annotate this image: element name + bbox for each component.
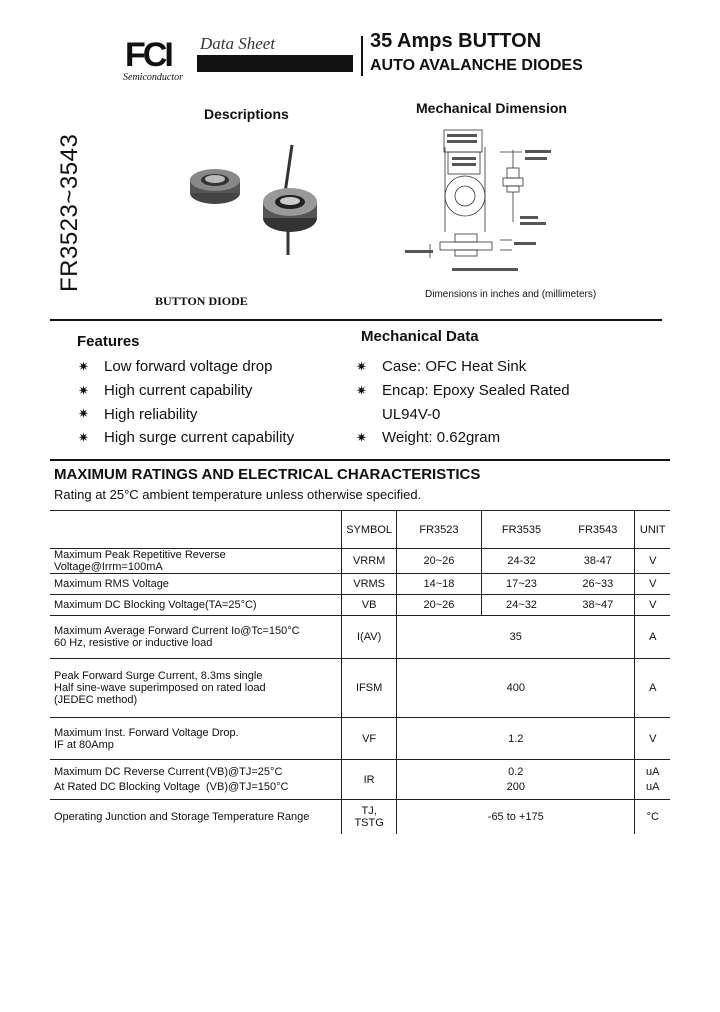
logo-text: FCI: [125, 36, 171, 74]
col-fr3535: FR3535: [481, 511, 561, 549]
section-divider: [50, 459, 670, 461]
bullet-star-icon: ✷: [356, 358, 367, 374]
header-divider: [361, 36, 363, 76]
descriptions-heading: Descriptions: [204, 106, 289, 122]
bullet-star-icon: ✷: [356, 429, 367, 445]
table-row: Maximum DC Reverse Current (VB)@TJ=25°C At Rated DC Blocking Voltage (VB)@TJ=150°C IR 0.2 200 uA uA: [50, 760, 670, 800]
header-bar: [197, 55, 353, 72]
list-item: ✷ High surge current capability: [78, 429, 295, 447]
table-row: Maximum Average Forward Current Io@Tc=150°C 60 Hz, resistive or inductive load I(AV) 35 A: [50, 616, 670, 659]
mechanical-data-list: [356, 355, 570, 450]
section-divider: [50, 319, 662, 321]
col-unit: UNIT: [635, 511, 670, 549]
list-item: ✷ Weight: 0.62gram: [356, 429, 501, 447]
part-range: FR3523~3543: [56, 133, 83, 292]
col-fr3543: FR3543: [578, 523, 618, 536]
dimension-drawing: [400, 122, 570, 282]
table-row: Operating Junction and Storage Temperature Range TJ, TSTG -65 to +175 °C: [50, 800, 670, 834]
dimension-note: Dimensions in inches and (millimeters): [425, 289, 597, 300]
bullet-star-icon: ✷: [356, 382, 367, 398]
ratings-subheading: Rating at 25°C ambient temperature unless otherwise specified.: [54, 487, 422, 502]
list-item: ✷ High current capability: [78, 382, 253, 400]
page-title: 35 Amps BUTTON: [370, 30, 542, 52]
table-row: Maximum DC Blocking Voltage(TA=25°C) VB 20~26 24~32 38~47 V: [50, 595, 670, 616]
mech-dimension-heading: Mechanical Dimension: [416, 100, 567, 116]
fci-logo: [125, 38, 193, 72]
col-symbol: SYMBOL: [342, 511, 397, 549]
list-item: ✷ Low forward voltage drop: [78, 358, 273, 376]
bullet-star-icon: ✷: [78, 382, 89, 398]
table-row: Maximum Inst. Forward Voltage Drop. IF at 80Amp VF 1.2 V: [50, 718, 670, 760]
table-header-row: [50, 511, 670, 549]
list-item: ✷ Case: OFC Heat Sink: [356, 358, 527, 376]
mechanical-data-heading: Mechanical Data: [361, 328, 479, 345]
bullet-star-icon: ✷: [78, 429, 89, 445]
ratings-heading: MAXIMUM RATINGS AND ELECTRICAL CHARACTERISTICS: [54, 466, 481, 483]
list-item: UL94V-0: [382, 405, 441, 423]
page-subtitle: AUTO AVALANCHE DIODES: [370, 57, 583, 74]
doc-type-label: Data Sheet: [200, 34, 276, 53]
list-item: ✷ Encap: Epoxy Sealed Rated: [356, 382, 570, 400]
ratings-table: [50, 510, 670, 834]
table-row: Peak Forward Surge Current, 8.3ms single Half sine-wave superimposed on rated load (JEDEC method) IFSM 400 A: [50, 659, 670, 718]
button-diode-illustration: [180, 140, 320, 260]
table-row: Maximum RMS Voltage VRMS 14~18 17~23 26~33 V: [50, 574, 670, 595]
logo-subtitle: Semiconductor: [123, 72, 183, 83]
image-caption: BUTTON DIODE: [155, 294, 248, 308]
list-item: ✷ High reliability: [78, 405, 198, 423]
features-list: [78, 355, 294, 450]
table-row: Maximum Peak Repetitive Reverse Voltage@Irrm=100mA VRRM 20~26 24-32 38-47 V: [50, 549, 670, 574]
bullet-star-icon: ✷: [78, 358, 89, 374]
bullet-star-icon: ✷: [78, 406, 89, 422]
features-heading: Features: [77, 333, 140, 350]
col-fr3523: FR3523: [397, 511, 482, 549]
